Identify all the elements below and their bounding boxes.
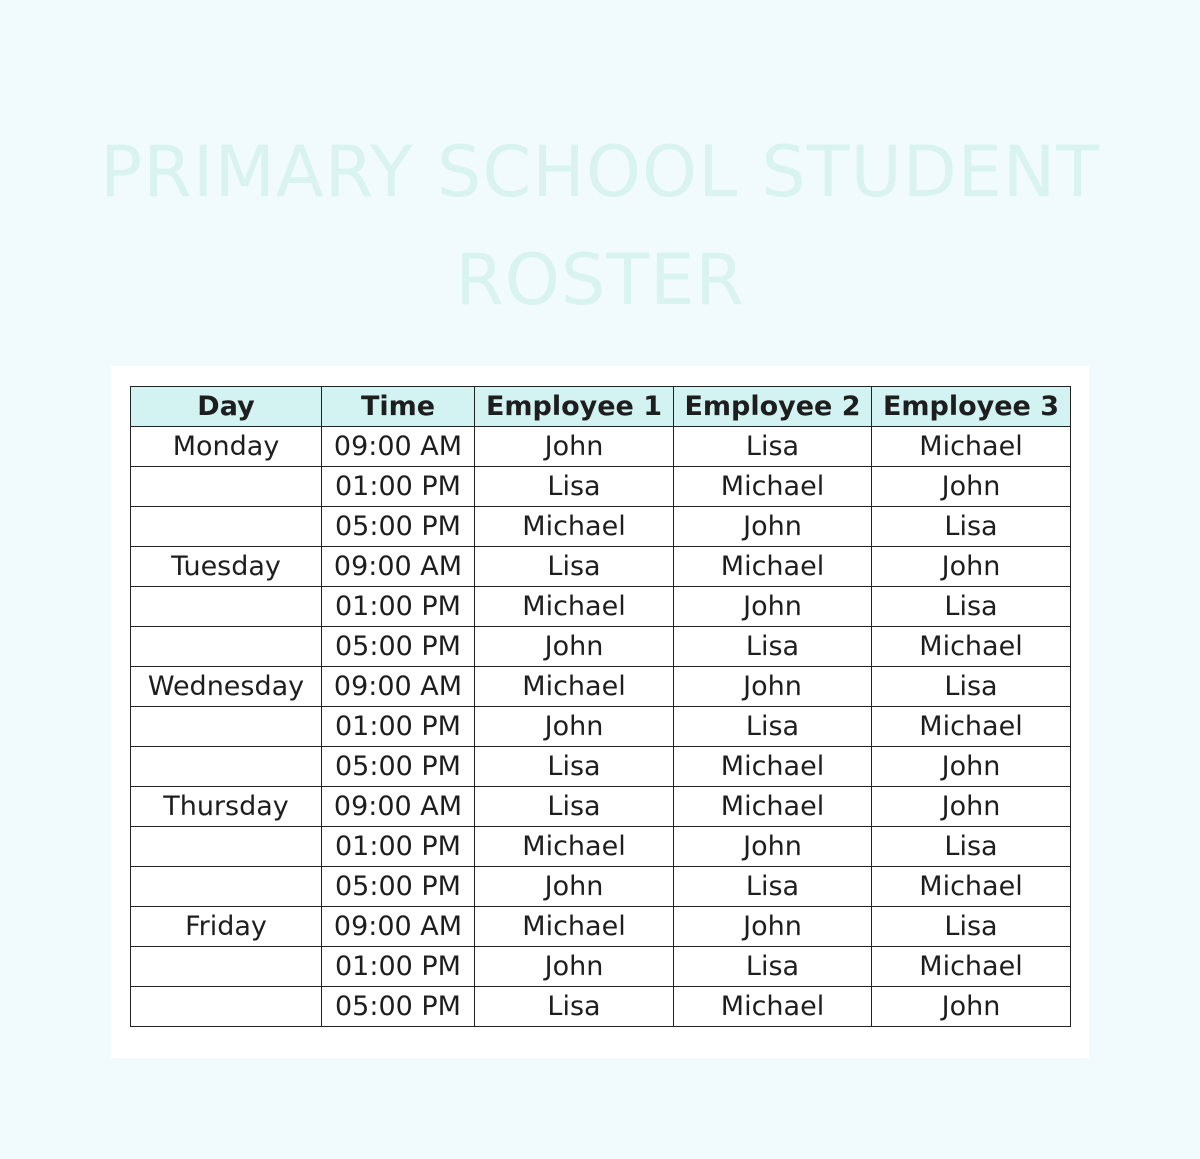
table-row bbox=[131, 707, 1071, 747]
cell-employee-3: Michael bbox=[872, 947, 1071, 987]
roster-table bbox=[130, 386, 1071, 1027]
cell-day bbox=[131, 627, 322, 667]
cell-employee-3: Lisa bbox=[872, 667, 1071, 707]
cell-day bbox=[131, 987, 322, 1027]
header-employee-1: Employee 1 bbox=[475, 387, 674, 427]
cell-employee-3: Lisa bbox=[872, 827, 1071, 867]
cell-employee-1: Lisa bbox=[475, 787, 674, 827]
cell-employee-3: John bbox=[872, 987, 1071, 1027]
cell-time: 09:00 AM bbox=[322, 667, 475, 707]
cell-employee-1: John bbox=[475, 707, 674, 747]
page-title bbox=[0, 118, 1200, 334]
cell-time: 05:00 PM bbox=[322, 507, 475, 547]
header-day: Day bbox=[131, 387, 322, 427]
table-row bbox=[131, 587, 1071, 627]
cell-time: 09:00 AM bbox=[322, 787, 475, 827]
cell-day: Tuesday bbox=[131, 547, 322, 587]
cell-time: 05:00 PM bbox=[322, 867, 475, 907]
cell-employee-1: John bbox=[475, 627, 674, 667]
cell-employee-1: Lisa bbox=[475, 467, 674, 507]
cell-employee-2: Lisa bbox=[674, 627, 872, 667]
cell-employee-3: John bbox=[872, 547, 1071, 587]
cell-employee-3: Michael bbox=[872, 867, 1071, 907]
cell-time: 01:00 PM bbox=[322, 587, 475, 627]
table-row bbox=[131, 907, 1071, 947]
cell-time: 05:00 PM bbox=[322, 747, 475, 787]
table-row bbox=[131, 787, 1071, 827]
table-row bbox=[131, 507, 1071, 547]
cell-employee-3: Michael bbox=[872, 707, 1071, 747]
cell-employee-2: John bbox=[674, 587, 872, 627]
cell-time: 01:00 PM bbox=[322, 707, 475, 747]
cell-day: Wednesday bbox=[131, 667, 322, 707]
table-row bbox=[131, 987, 1071, 1027]
cell-employee-2: Michael bbox=[674, 987, 872, 1027]
cell-time: 01:00 PM bbox=[322, 827, 475, 867]
cell-employee-1: Michael bbox=[475, 827, 674, 867]
cell-time: 01:00 PM bbox=[322, 947, 475, 987]
cell-employee-3: John bbox=[872, 467, 1071, 507]
cell-employee-3: Lisa bbox=[872, 507, 1071, 547]
cell-day: Friday bbox=[131, 907, 322, 947]
cell-employee-3: Michael bbox=[872, 427, 1071, 467]
cell-employee-2: John bbox=[674, 907, 872, 947]
table-row bbox=[131, 747, 1071, 787]
cell-employee-1: Lisa bbox=[475, 987, 674, 1027]
title-line-2: ROSTER bbox=[455, 239, 745, 321]
cell-day bbox=[131, 867, 322, 907]
cell-time: 05:00 PM bbox=[322, 627, 475, 667]
cell-employee-1: John bbox=[475, 947, 674, 987]
cell-time: 01:00 PM bbox=[322, 467, 475, 507]
cell-employee-1: Lisa bbox=[475, 747, 674, 787]
cell-day bbox=[131, 507, 322, 547]
cell-employee-2: Lisa bbox=[674, 947, 872, 987]
cell-day bbox=[131, 707, 322, 747]
cell-employee-2: John bbox=[674, 507, 872, 547]
table-row bbox=[131, 867, 1071, 907]
table-row bbox=[131, 467, 1071, 507]
cell-employee-3: Michael bbox=[872, 627, 1071, 667]
cell-day: Monday bbox=[131, 427, 322, 467]
title-line-1: PRIMARY SCHOOL STUDENT bbox=[99, 131, 1101, 213]
cell-employee-3: John bbox=[872, 747, 1071, 787]
cell-employee-3: Lisa bbox=[872, 587, 1071, 627]
header-employee-2: Employee 2 bbox=[674, 387, 872, 427]
cell-time: 09:00 AM bbox=[322, 907, 475, 947]
cell-day: Thursday bbox=[131, 787, 322, 827]
cell-employee-2: Michael bbox=[674, 467, 872, 507]
cell-employee-2: Michael bbox=[674, 787, 872, 827]
roster-body bbox=[131, 427, 1071, 1027]
cell-employee-1: Michael bbox=[475, 587, 674, 627]
cell-employee-2: Lisa bbox=[674, 707, 872, 747]
header-row bbox=[131, 387, 1071, 427]
cell-day bbox=[131, 587, 322, 627]
cell-employee-3: John bbox=[872, 787, 1071, 827]
cell-employee-1: John bbox=[475, 867, 674, 907]
cell-employee-2: Lisa bbox=[674, 427, 872, 467]
cell-employee-1: Michael bbox=[475, 907, 674, 947]
cell-employee-1: John bbox=[475, 427, 674, 467]
table-row bbox=[131, 667, 1071, 707]
cell-employee-2: Michael bbox=[674, 747, 872, 787]
cell-time: 05:00 PM bbox=[322, 987, 475, 1027]
header-employee-3: Employee 3 bbox=[872, 387, 1071, 427]
cell-time: 09:00 AM bbox=[322, 427, 475, 467]
table-row bbox=[131, 827, 1071, 867]
cell-time: 09:00 AM bbox=[322, 547, 475, 587]
cell-day bbox=[131, 467, 322, 507]
cell-employee-1: Michael bbox=[475, 667, 674, 707]
cell-employee-1: Lisa bbox=[475, 547, 674, 587]
cell-day bbox=[131, 747, 322, 787]
table-row bbox=[131, 947, 1071, 987]
cell-employee-3: Lisa bbox=[872, 907, 1071, 947]
cell-employee-2: Lisa bbox=[674, 867, 872, 907]
table-row bbox=[131, 547, 1071, 587]
cell-employee-2: John bbox=[674, 667, 872, 707]
cell-employee-2: Michael bbox=[674, 547, 872, 587]
cell-day bbox=[131, 947, 322, 987]
cell-employee-1: Michael bbox=[475, 507, 674, 547]
cell-day bbox=[131, 827, 322, 867]
header-time: Time bbox=[322, 387, 475, 427]
table-row bbox=[131, 627, 1071, 667]
table-row bbox=[131, 427, 1071, 467]
cell-employee-2: John bbox=[674, 827, 872, 867]
